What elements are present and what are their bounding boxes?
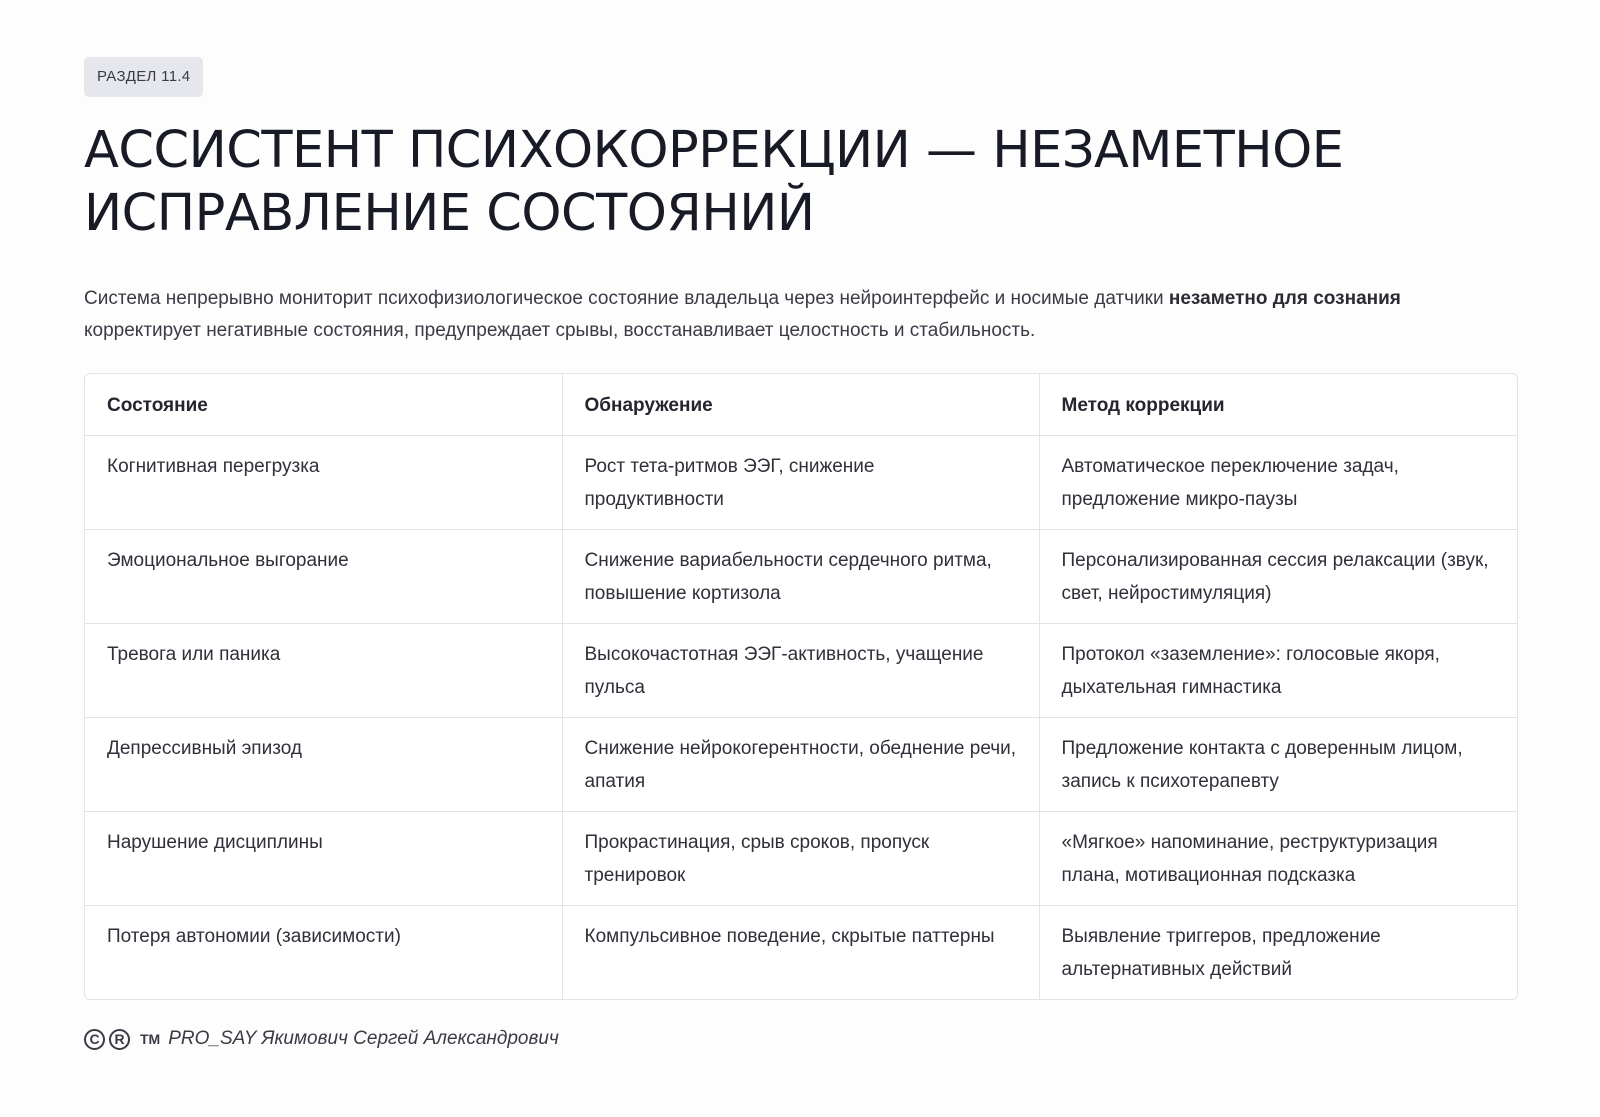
detection-cell: Снижение нейрокогерентности, обеднение речи, апатия [562,718,1039,812]
intro-text-bold: незаметно для сознания [1168,288,1401,309]
correction-cell: «Мягкое» напоминание, реструктуризация плана, мотивационная подсказка [1061,832,1438,886]
states-table-container [84,373,1518,1000]
page-title: АССИСТЕНТ ПСИХОКОРРЕКЦИИ — НЕЗАМЕТНОЕ ИСПРАВЛЕНИЕ СОСТОЯНИЙ [84,121,1344,243]
detection-cell: Высокочастотная ЭЭГ-активность, учащение пульса [562,624,1039,718]
table-header-row [85,374,1517,436]
table-row [85,906,1517,1000]
column-header-detection: Обнаружение [562,374,1039,436]
table-row [85,436,1517,530]
column-header-correction-method: Метод коррекции [1061,395,1225,416]
intro-text-end: корректирует негативные состояния, предупреждает срывы, восстанавливает целостность и стабильность. [84,320,1036,341]
registered-trademark-icon: R [109,1029,130,1050]
state-cell: Депрессивный эпизод [85,718,562,812]
detection-cell: Снижение вариабельности сердечного ритма, повышение кортизола [562,530,1039,624]
correction-cell: Протокол «заземление»: голосовые якоря, дыхательная гимнастика [1061,644,1440,698]
state-cell: Когнитивная перегрузка [85,436,562,530]
intro-paragraph [84,283,1484,347]
states-table [85,374,1517,999]
detection-cell: Компульсивное поведение, скрытые паттерны [562,906,1039,1000]
correction-cell: Выявление триггеров, предложение альтернативных действий [1061,926,1381,980]
trademark-icon: TM [140,1031,161,1047]
footer-copyright [84,1028,1485,1050]
state-cell: Потеря автономии (зависимости) [85,906,562,1000]
detection-cell: Прокрастинация, срыв сроков, пропуск тренировок [562,812,1039,906]
copyright-icon: C [84,1029,105,1050]
section-badge: РАЗДЕЛ 11.4 [84,57,203,97]
state-cell: Тревога или паника [85,624,562,718]
correction-cell: Персонализированная сессия релаксации (звук, свет, нейростимуляция) [1061,550,1489,604]
table-row [85,812,1517,906]
state-cell: Эмоциональное выгорание [85,530,562,624]
column-header-state: Состояние [85,374,562,436]
intro-text-start: Система непрерывно мониторит психофизиологическое состояние владельца через нейроинтерфейс и носимые датчики [84,288,1169,309]
table-row [85,530,1517,624]
correction-cell: Автоматическое переключение задач, предложение микро-паузы [1061,456,1399,510]
table-row [85,624,1517,718]
author-name: PRO_SAY Якимович Сергей Александрович [168,1028,559,1049]
correction-cell: Предложение контакта с доверенным лицом, запись к психотерапевту [1061,738,1463,792]
state-cell: Нарушение дисциплины [85,812,562,906]
detection-cell: Рост тета-ритмов ЭЭГ, снижение продуктивности [562,436,1039,530]
table-row [85,718,1517,812]
